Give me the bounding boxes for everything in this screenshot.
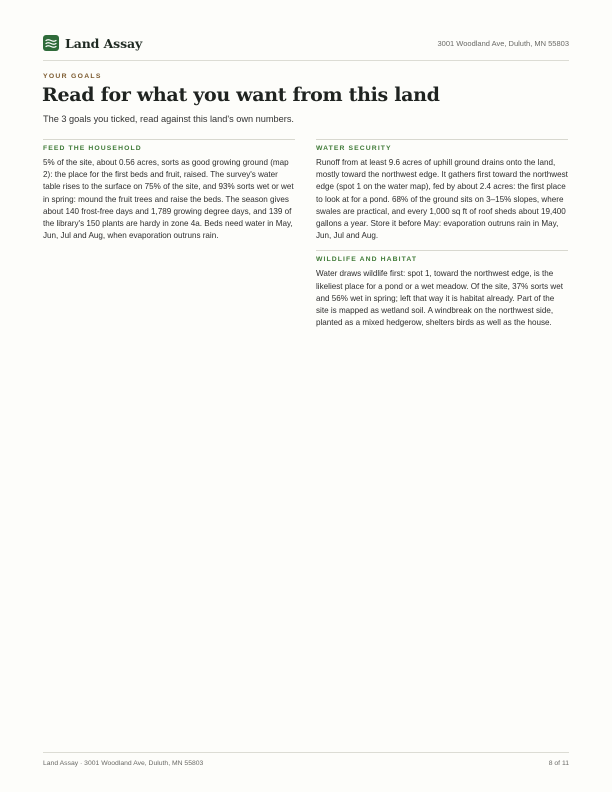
goal-wildlife-habitat xyxy=(316,250,568,329)
brand xyxy=(43,35,142,51)
goal-heading: WILDLIFE AND HABITAT xyxy=(316,256,418,264)
footer-address: Land Assay · 3001 Woodland Ave, Duluth, MN 55803 xyxy=(43,760,204,767)
goal-heading: WATER SECURITY xyxy=(316,145,392,152)
goal-heading: FEED THE HOUSEHOLD xyxy=(43,145,142,152)
right-column xyxy=(316,139,568,329)
header-address: 3001 Woodland Ave, Duluth, MN 55803 xyxy=(437,39,569,48)
waves-icon xyxy=(43,35,59,51)
section-eyebrow: YOUR GOALS xyxy=(43,73,102,80)
goal-feed-household xyxy=(43,139,295,242)
left-column xyxy=(43,139,295,242)
page-subtitle: The 3 goals you ticked, read against this land's own numbers. xyxy=(43,114,294,124)
page-footer xyxy=(43,752,569,767)
goal-body: Runoff from at least 9.6 acres of uphill ground drains onto the land, mostly toward the northwest edge. It gathers first toward the northwest edge (spot 1 on the water map), fed by about 2.4 acres: the first place to look at for a pond. 68% of the ground sits on 3–15% slopes, where swales are practical, and every 1,000 sq ft of roof sheds about 19,400 gallons a year. Store it before May: evaporation outruns rain in May, Jun, Jul and Aug. xyxy=(316,158,568,241)
goal-body: 5% of the site, about 0.56 acres, sorts as good growing ground (map 2): the place for the first beds and fruit, raised. The survey's water table rises to the surface on 75% of the site, and 93% sorts wet or wet in spring: mound the fruit trees and raise the beds. The season gives about 140 frost-free days and 1,789 growing degree days, and 139 of the library's 150 plants are hardy in zone 4a. Beds need water in May, Jun, Jul and Aug, when evaporation outruns rain. xyxy=(43,158,294,241)
page-title: Read for what you want from this land xyxy=(42,84,440,106)
goal-body: Water draws wildlife first: spot 1, toward the northwest edge, is the likeliest place for a pond or a wet meadow. Of the site, 37% sorts wet and 56% wet in spring; left that way it is habitat already. Part of the site is mapped as wetland soil. A windbreak on the northwest side, planted as a mixed hedgerow, shelters birds as well as the house. xyxy=(316,269,563,328)
page-header xyxy=(43,34,569,61)
goal-water-security xyxy=(316,139,568,242)
brand-name: Land Assay xyxy=(65,35,143,51)
page-number: 8 of 11 xyxy=(548,760,569,767)
